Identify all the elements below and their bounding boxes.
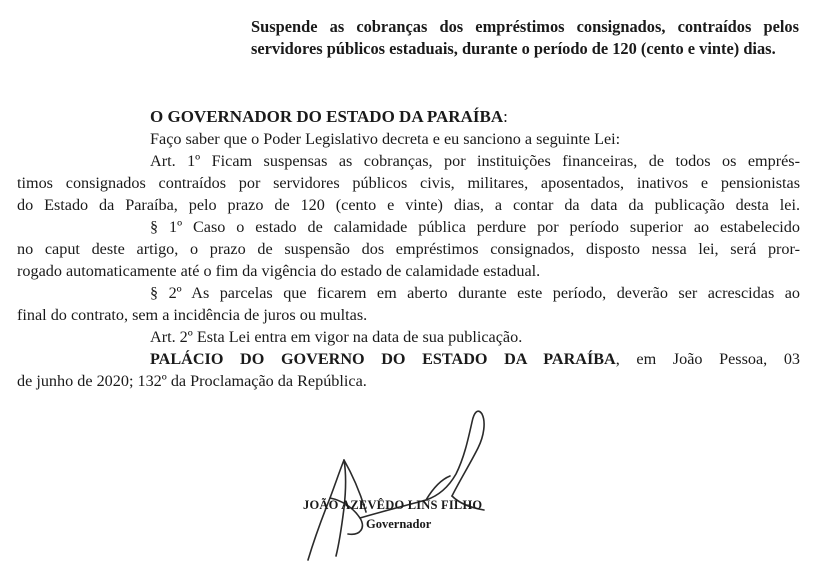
signature-block — [300, 400, 520, 565]
palace-line — [150, 348, 800, 370]
law-summary: Suspende as cobranças dos empréstimos consignados, contraídos pelos servidores públicos estaduais, durante o período de 120 (cento e vinte) dias. — [251, 17, 799, 58]
enactment-clause: Faço saber que o Poder Legislativo decreta e eu sanciono a seguinte Lei: — [150, 130, 621, 148]
article-1-line-2: timos consignados contraídos por servidores públicos civis, militares, aposentados, inativos e pensionistas — [17, 174, 800, 192]
article-1-line-3: do Estado da Paraíba, pelo prazo de 120 (cento e vinte) dias, a contar da data da publicação desta lei. — [17, 196, 800, 214]
date-line: de junho de 2020; 132º da Proclamação da República. — [17, 372, 367, 390]
paragraph-2-line-1: § 2º As parcelas que ficarem em aberto durante este período, deverão ser acrescidas ao — [150, 284, 800, 302]
signer-title: Governador — [366, 517, 432, 531]
article-2: Art. 2º Esta Lei entra em vigor na data de sua publicação. — [150, 328, 523, 346]
governor-heading-text: O GOVERNADOR DO ESTADO DA PARAÍBA — [150, 107, 504, 126]
governor-heading — [150, 106, 508, 128]
article-1-line-1: Art. 1º Ficam suspensas as cobranças, por instituições financeiras, de todos os emprés- — [150, 152, 800, 170]
palace-location: , em João Pessoa, 03 — [615, 350, 801, 368]
governor-heading-colon: : — [503, 107, 508, 126]
palace-heading: PALÁCIO DO GOVERNO DO ESTADO DA PARAÍBA — [150, 350, 616, 368]
paragraph-1-line-1: § 1º Caso o estado de calamidade pública perdure por período superior ao estabelecido — [150, 218, 800, 236]
paragraph-1-line-2: no caput deste artigo, o prazo de suspensão dos empréstimos consignados, disposto nessa lei, será pror- — [17, 240, 800, 258]
paragraph-2-line-2: final do contrato, sem a incidência de juros ou multas. — [17, 306, 368, 324]
paragraph-1-line-3: rogado automaticamente até o fim da vigência do estado de calamidade estadual. — [17, 262, 541, 280]
handwritten-signature — [300, 400, 520, 565]
signer-name: JOÃO AZEVÊDO LINS FILHO — [303, 498, 483, 512]
